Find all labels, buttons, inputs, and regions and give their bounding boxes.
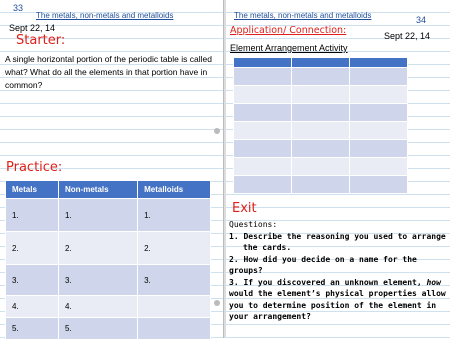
right-page-number: 34	[416, 15, 427, 25]
exit-questions	[229, 219, 447, 323]
table-cell: 4.	[59, 296, 138, 318]
activity-title: Element Arrangement Activity	[230, 43, 348, 53]
arrangement-grid	[233, 57, 408, 194]
left-page-header: The metals, non-metals and metalloids	[36, 11, 174, 20]
question-1: 1. Describe the reasoning you used to arrange the cards.	[229, 231, 446, 252]
table-cell	[138, 318, 211, 340]
table-cell: 3.	[59, 265, 138, 296]
binder-hole	[214, 300, 220, 306]
starter-title: Starter:	[16, 33, 66, 48]
binder-hole	[214, 128, 220, 134]
table-cell: 3.	[6, 265, 59, 296]
table-row	[6, 265, 211, 296]
right-notebook-page	[226, 0, 450, 338]
exit-title: Exit	[232, 201, 257, 216]
questions-label: Questions:	[229, 220, 278, 229]
table-cell: 2.	[59, 232, 138, 265]
table-cell: 3.	[138, 265, 211, 296]
table-header-non-metals: Non-metals	[59, 181, 138, 199]
table-cell: 1.	[138, 199, 211, 232]
table-cell: 2.	[6, 232, 59, 265]
left-date: Sept 22, 14	[9, 23, 56, 33]
table-cell: 4.	[6, 296, 59, 318]
table-cell: 1.	[59, 199, 138, 232]
right-page-header: The metals, non-metals and metalloids	[234, 11, 372, 20]
question-3: 3. If you discovered an unknown element, how would the element’s physical properties allow you to determine position of the element in your arrangement?	[229, 277, 446, 321]
table-row	[6, 296, 211, 318]
classification-table	[5, 180, 211, 340]
table-row	[6, 318, 211, 340]
table-cell: 5.	[59, 318, 138, 340]
table-cell: 1.	[6, 199, 59, 232]
question-2: 2. How did you decide on a name for the groups?	[229, 254, 417, 275]
table-header-metals: Metals	[6, 181, 59, 199]
table-header-metalloids: Metalloids	[138, 181, 211, 199]
table-cell	[138, 296, 211, 318]
starter-text: A single horizontal portion of the periodic table is called what? What do all the elements in that portion have in common?	[5, 54, 212, 90]
table-row	[6, 232, 211, 265]
left-notebook-page	[0, 0, 224, 338]
practice-title: Practice:	[6, 160, 63, 175]
table-cell: 2.	[138, 232, 211, 265]
table-cell: 5.	[6, 318, 59, 340]
right-date: Sept 22, 14	[384, 31, 431, 41]
application-title: Application/ Connection:	[230, 25, 347, 36]
table-row	[6, 199, 211, 232]
left-page-number: 33	[13, 3, 24, 13]
